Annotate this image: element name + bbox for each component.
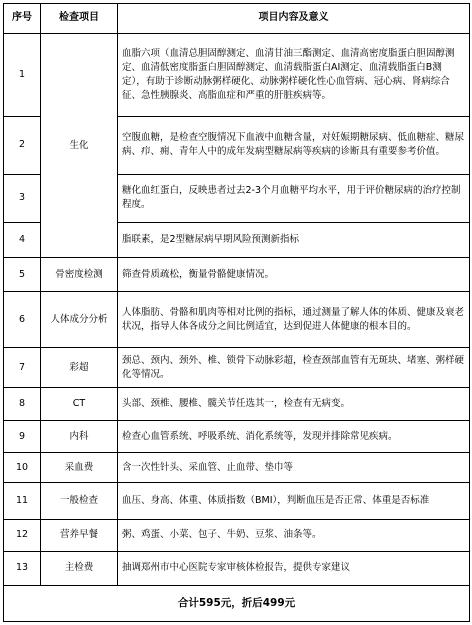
row-content: 筛查骨质疏松，衡量骨骼健康情况。 [118, 258, 470, 292]
row-number: 5 [4, 258, 41, 292]
table-row [4, 258, 470, 292]
row-number: 12 [4, 519, 41, 551]
row-number: 13 [4, 551, 41, 585]
table-row [4, 348, 470, 388]
table-row [4, 388, 470, 421]
row-content: 头部、颈椎、腰椎、髋关节任选其一，检查有无病变。 [118, 388, 470, 421]
table-row [4, 551, 470, 585]
checkup-items-table [3, 3, 470, 622]
row-number: 3 [4, 174, 41, 223]
header-content: 项目内容及意义 [118, 4, 470, 34]
table-header-row [4, 4, 470, 34]
row-item: 彩超 [41, 348, 118, 388]
total-row [4, 585, 470, 621]
total-price: 合计595元，折后499元 [4, 585, 470, 621]
row-item: 一般检查 [41, 483, 118, 519]
table-row [4, 33, 470, 116]
row-item: 采血费 [41, 453, 118, 483]
row-content: 血压、身高、体重、体质指数（BMI），判断血压是否正常、体重是否标准 [118, 483, 470, 519]
row-content: 糖化血红蛋白，反映患者过去2-3个月血糖平均水平，用于评价糖尿病的治疗控制程度。 [118, 174, 470, 223]
row-content: 含一次性针头、采血管、止血带、垫巾等 [118, 453, 470, 483]
table-row [4, 519, 470, 551]
row-content: 人体脂肪、骨骼和肌肉等相对比例的指标，通过测量了解人体的体质、健康及衰老状况，指导人体各成分之间比例适宜，达到促进人体健康的根本目的。 [118, 292, 470, 348]
row-item: CT [41, 388, 118, 421]
table-row [4, 483, 470, 519]
header-item: 检查项目 [41, 4, 118, 34]
row-number: 6 [4, 292, 41, 348]
row-item: 营养早餐 [41, 519, 118, 551]
header-no: 序号 [4, 4, 41, 34]
row-content: 空腹血糖，是检查空腹情况下血液中血糖含量，对妊娠期糖尿病、低血糖症、糖尿病、疖、痈、青年人中的成年发病型糖尿病等疾病的诊断具有重要参考价值。 [118, 116, 470, 174]
row-item: 人体成分分析 [41, 292, 118, 348]
row-number: 10 [4, 453, 41, 483]
table-row [4, 453, 470, 483]
row-content: 血脂六项（血清总胆固醇测定、血清甘油三酯测定、血清高密度脂蛋白胆固醇测定、血清低密度脂蛋白胆固醇测定、血清载脂蛋白AⅠ测定、血清载脂蛋白B测定），有助于诊断动脉粥样硬化、动脉粥样硬化性心血管病、冠心病、肾病综合征、急性胰腺炎、高脂血症和严重的肝脏疾病等。 [118, 33, 470, 116]
table-row [4, 421, 470, 453]
row-number: 1 [4, 33, 41, 116]
row-number: 7 [4, 348, 41, 388]
group-biochem-label: 生化 [41, 33, 118, 257]
row-content: 粥、鸡蛋、小菜、包子、牛奶、豆浆、油条等。 [118, 519, 470, 551]
row-number: 9 [4, 421, 41, 453]
row-item: 内科 [41, 421, 118, 453]
row-content: 抽调郑州市中心医院专家审核体检报告，提供专家建议 [118, 551, 470, 585]
row-number: 4 [4, 223, 41, 258]
row-number: 11 [4, 483, 41, 519]
row-content: 颈总、颈内、颈外、椎、锁骨下动脉彩超，检查颈部血管有无斑块、堵塞、粥样硬化等情况。 [118, 348, 470, 388]
row-number: 8 [4, 388, 41, 421]
row-number: 2 [4, 116, 41, 174]
row-content: 脂联素，是2型糖尿病早期风险预测新指标 [118, 223, 470, 258]
row-content: 检查心血管系统、呼吸系统、消化系统等，发现并排除常见疾病。 [118, 421, 470, 453]
row-item: 主检费 [41, 551, 118, 585]
table-row [4, 292, 470, 348]
row-item: 骨密度检测 [41, 258, 118, 292]
